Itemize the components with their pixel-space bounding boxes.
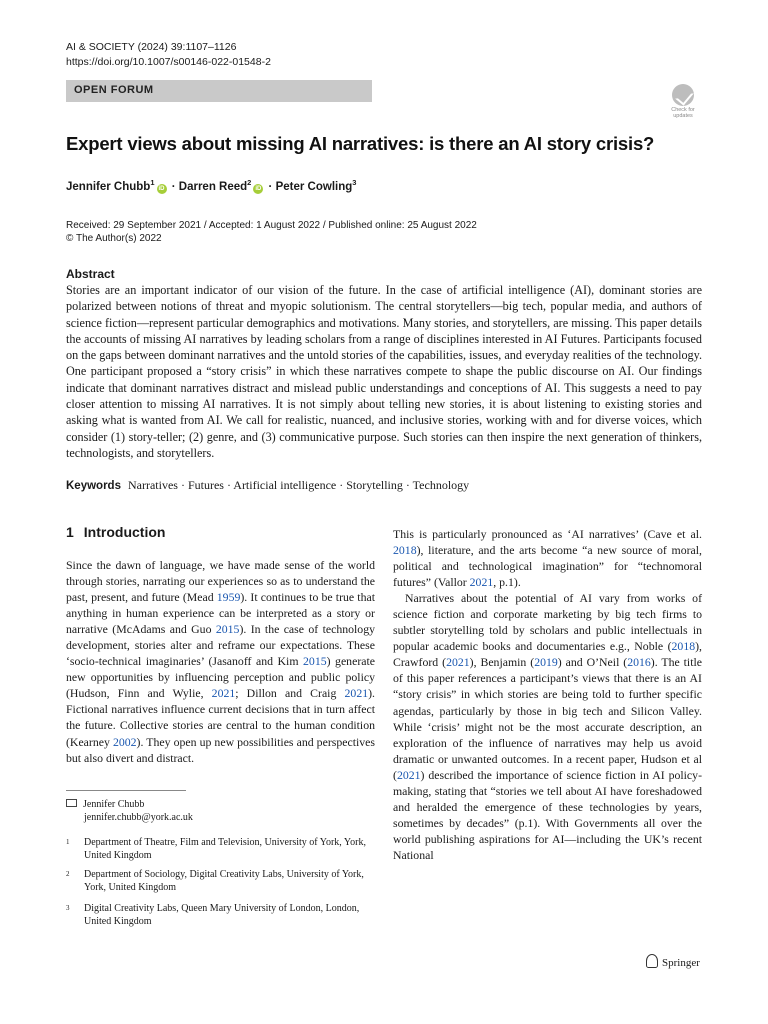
paragraph <box>393 590 702 863</box>
text-run: ). They open up new possibilities and perspectives but also divert and distract. <box>66 734 375 765</box>
affiliation-text: Department of Sociology, Digital Creativity Labs, University of York, York, United Kingdom <box>84 869 364 894</box>
abstract-text: Stories are an important indicator of our vision of the future. In the case of artificial intelligence (AI), dominant stories are polarized between notions of threat and myopic solutionism. The central storytellers—big tech, popular media, and authors of science fiction—represent particular demographics and motivations. Many stories, and storytellers, are missing. This paper details the accounts of missing AI narratives by leading scholars from a range of disciplines interested in AI Futures. Participants focused on the gaps between dominant narratives and the untold stories of the capabilities, issues, and everyday realities of the technology. One participant proposed a “story crisis” in which these narratives compete to shape the public discourse on AI. Our findings indicate that dominant narratives distract and mislead public understandings and conceptions of AI. This suggests a need to pay closer attention to missing AI narratives. It is not simply about telling new stories, it is about listening to existing stories and asking what is wanted from AI. We call for realistic, nuanced, and inclusive stories, working with and for diverse voices, which consider (1) story-teller; (2) genre, and (3) communicative purpose. Such stories can then inspire the next generation of thinkers, technologists, and storytellers. <box>66 283 702 460</box>
publication-history: Received: 29 September 2021 / Accepted: 1 August 2022 / Published online: 25 August 2022 <box>66 220 477 231</box>
text-run: ) and O’Neil ( <box>557 655 628 670</box>
section-title: Introduction <box>83 524 166 540</box>
citation-link[interactable]: 2015 <box>303 654 327 669</box>
correspondence <box>66 798 193 824</box>
text-run: This is particularly pronounced as ‘AI narratives’ (Cave et al. <box>393 527 702 541</box>
text-run: ). It continues to be true that anything in human experience can be interpreted as a story or narrative (McAdams and Guo <box>66 590 375 637</box>
affiliation-text: Department of Theatre, Film and Television, University of York, York, United Kingdom <box>84 837 366 862</box>
author-affiliation-marker: 1 <box>150 178 155 187</box>
abstract-heading: Abstract <box>66 267 115 281</box>
affiliation-number: 2 <box>66 870 70 878</box>
keywords <box>66 478 469 493</box>
left-column <box>66 557 375 766</box>
affiliation <box>66 902 366 928</box>
paragraph <box>66 557 375 766</box>
corresponding-author: Jennifer Chubb <box>83 799 145 810</box>
envelope-icon <box>66 799 77 807</box>
text-run: ). In the case of technology development, stories alter and reframe our expectations. These ‘socio-technical imaginaries’ (Jasanoff and Kim <box>66 622 375 669</box>
citation-link[interactable]: 2018 <box>671 639 696 654</box>
orcid-icon[interactable]: iD <box>255 185 262 192</box>
affiliation-number: 3 <box>66 904 70 912</box>
orcid-icon[interactable]: iD <box>158 185 165 192</box>
publisher-logo <box>646 954 700 969</box>
text-run: ), Crawford ( <box>393 639 702 670</box>
section-number: 1 <box>66 524 74 540</box>
section-banner <box>66 80 372 102</box>
citation-link[interactable]: 2021 <box>211 686 236 701</box>
check-for-updates-button[interactable] <box>664 84 702 124</box>
publication-dates <box>66 219 477 245</box>
author-separator: · <box>268 180 273 193</box>
text-run: ), literature, and the arts become “a new source of moral, political and technological imagination” for “technomoral futures” (Vallor <box>393 543 702 590</box>
text-run: ; Dillon and Craig <box>235 686 345 701</box>
author-name[interactable]: Peter Cowling <box>275 180 353 193</box>
author-separator: · <box>171 180 176 193</box>
text-run: Since the dawn of language, we have made sense of the world through stories, narrating our experiences so as to understand the past, present, and future (Mead <box>66 558 375 605</box>
text-run: ). The title of this paper references a participant’s views that there is an AI “story crisis” in which stories are being told to further specific agendas, particularly by those in big tech and Silicon Valley. While ‘crisis’ might not be the most accurate description, an exploration of the influence of narratives may help us avoid dramatic or unwanted outcomes. In a recent paper, Hudson et al ( <box>393 655 702 782</box>
text-run: ). Fictional narratives influence current decisions that in turn affect the future. Collective stories are central to the human condition (Kearney <box>66 686 375 749</box>
text-run: ) described the importance of science fiction in AI policy-making, stating that “stories we tell about AI have foreshadowed and heralded the emergence of these technologies by years, sometimes by decades” (p.1). With Governments all over the world publishing aspirations for AI—including the UK’s recent National <box>393 767 702 862</box>
springer-horse-icon <box>646 954 658 968</box>
check-for-updates-icon <box>672 84 694 106</box>
citation-link[interactable]: 2016 <box>627 655 651 670</box>
affiliation <box>66 868 366 894</box>
doi-link[interactable]: https://doi.org/10.1007/s00146-022-01548-2 <box>66 56 271 68</box>
author-name[interactable]: Darren Reed <box>178 180 248 193</box>
author-list <box>66 178 356 194</box>
copyright-notice: © The Author(s) 2022 <box>66 233 162 244</box>
footnote-divider <box>66 790 186 791</box>
citation-link[interactable]: 2021 <box>344 686 369 701</box>
author-affiliation-marker: 2 <box>247 178 252 187</box>
text-run: ) generate new opportunities by influencing perception and public policy (Hudson, Finn and Wylie, <box>66 654 375 701</box>
citation-link[interactable]: 2018 <box>393 543 417 558</box>
citation-link[interactable]: 2015 <box>215 622 240 637</box>
citation-link[interactable]: 2019 <box>534 655 558 670</box>
section-label: OPEN FORUM <box>74 84 154 96</box>
corresponding-email[interactable]: jennifer.chubb@york.ac.uk <box>84 812 193 823</box>
keywords-label: Keywords <box>66 480 121 492</box>
citation-link[interactable]: 2021 <box>469 575 494 590</box>
citation-link[interactable]: 2021 <box>396 767 421 782</box>
journal-citation: AI & SOCIETY (2024) 39:1107–1126 <box>66 41 237 53</box>
right-column <box>393 526 702 863</box>
keywords-list: Narratives · Futures · Artificial intelligence · Storytelling · Technology <box>127 478 470 492</box>
check-for-updates-label: Check for updates <box>671 107 695 119</box>
citation-link[interactable]: 1959 <box>216 590 241 605</box>
citation-link[interactable]: 2021 <box>446 655 470 670</box>
text-run: , p.1). <box>493 575 521 590</box>
paragraph <box>393 526 702 590</box>
author-affiliation-marker: 3 <box>352 178 357 187</box>
affiliation-text: Digital Creativity Labs, Queen Mary University of London, London, United Kingdom <box>84 903 360 928</box>
paper-title: Expert views about missing AI narratives: is there an AI story crisis? <box>66 133 655 154</box>
affiliation <box>66 836 366 862</box>
citation-link[interactable]: 2002 <box>112 734 137 749</box>
author-name[interactable]: Jennifer Chubb <box>66 180 151 193</box>
publisher-name: Springer <box>662 957 700 969</box>
journal-header <box>66 40 271 70</box>
affiliation-number: 1 <box>66 838 70 846</box>
section-heading <box>66 524 165 540</box>
text-run: ), Benjamin ( <box>469 655 535 670</box>
text-run: Narratives about the potential of AI vary from works of science fiction and corporate marketing by big tech firms to subtler storytelling told by scholars and public intellectuals in popular academic books and documentaries e.g., Noble ( <box>393 591 702 654</box>
